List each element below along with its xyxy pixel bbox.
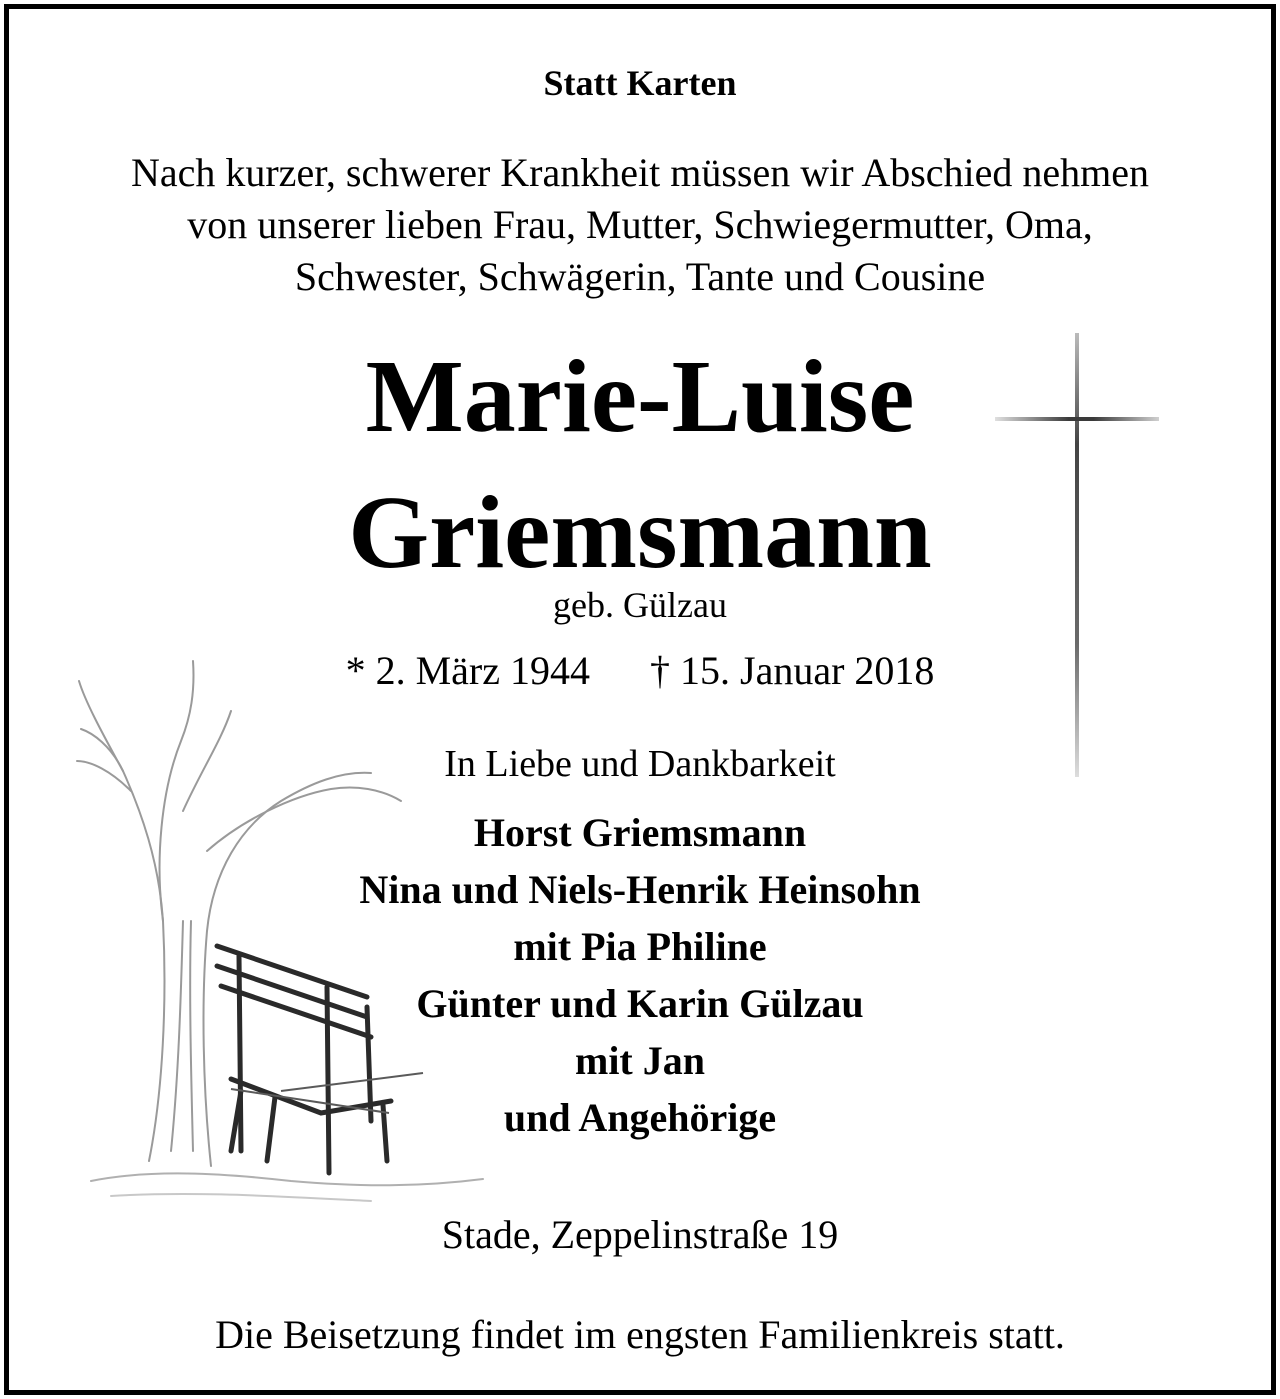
death-date: † 15. Januar 2018 <box>650 648 935 693</box>
intro-line-2: von unserer lieben Frau, Mutter, Schwiegermutter, Oma, <box>187 202 1093 247</box>
intro-line-3: Schwester, Schwägerin, Tante und Cousine <box>294 254 986 299</box>
burial-note: Die Beisetzung findet im engsten Familienkreis statt. <box>215 1312 1065 1357</box>
birth-date: * 2. März 1944 <box>345 648 590 693</box>
birth-name: geb. Gülzau <box>553 585 727 625</box>
intro-heading: Statt Karten <box>543 63 737 103</box>
life-dates <box>9 648 1271 693</box>
family-member: Horst Griemsmann <box>473 810 807 855</box>
family-member: und Angehörige <box>503 1095 777 1140</box>
family-member: mit Pia Philine <box>513 924 767 969</box>
intro-line-1: Nach kurzer, schwerer Krankheit müssen wir Abschied nehmen <box>130 150 1150 195</box>
obituary-notice <box>4 4 1276 1395</box>
deceased-last-name: Griemsmann <box>348 475 932 590</box>
love-line: In Liebe und Dankbarkeit <box>444 743 836 785</box>
family-member: Nina und Niels-Henrik Heinsohn <box>359 867 921 912</box>
family-member: mit Jan <box>575 1038 705 1083</box>
deceased-first-name: Marie-Luise <box>365 339 915 454</box>
address: Stade, Zeppelinstraße 19 <box>441 1212 839 1257</box>
family-member: Günter und Karin Gülzau <box>416 981 864 1026</box>
